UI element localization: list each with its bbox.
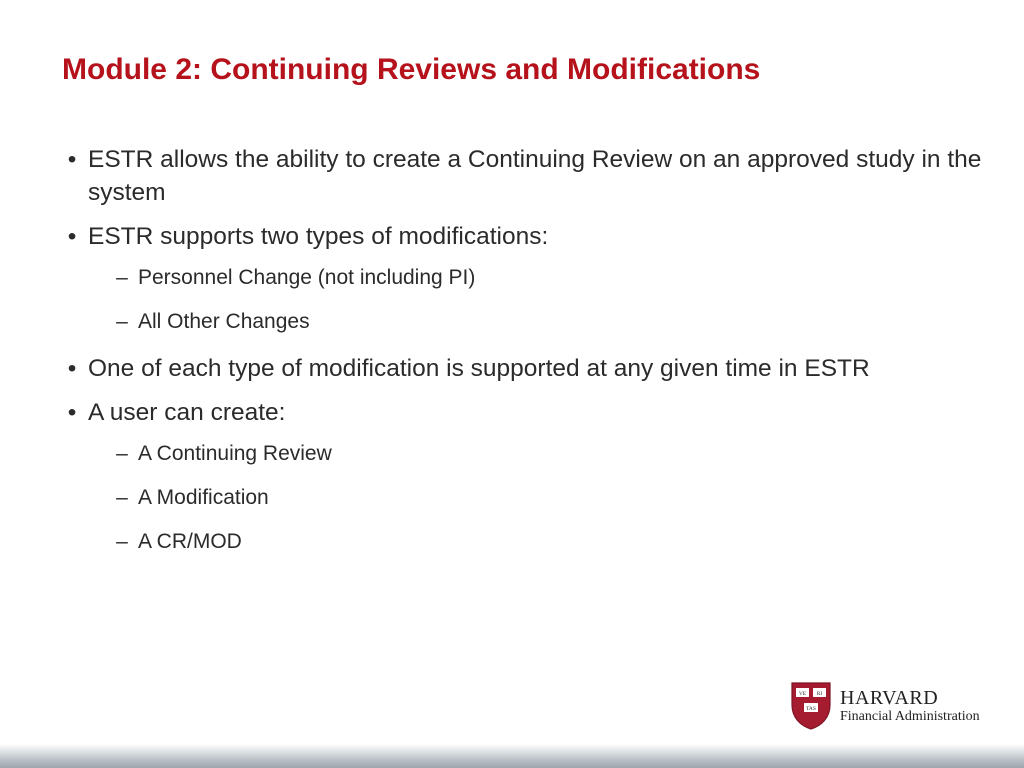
bullet-list [62, 143, 982, 572]
sub-bullet-marker: – [116, 530, 128, 553]
sub-bullet-item [62, 528, 982, 556]
shield-text-ve: VE [798, 691, 807, 697]
bullet-item [62, 396, 982, 429]
sub-bullet-text: A CR/MOD [138, 530, 242, 553]
bullet-item [62, 352, 982, 385]
bullet-text: ESTR supports two types of modifications: [88, 223, 549, 250]
bullet-item [62, 220, 982, 253]
logo-subtitle: Financial Administration [840, 709, 980, 724]
sub-bullet-text: A Continuing Review [138, 442, 332, 465]
shield-text-tas: TAS [806, 706, 816, 712]
sub-bullet-marker: – [116, 310, 128, 333]
harvard-logo [790, 680, 980, 732]
sub-bullet-item [62, 308, 982, 336]
bullet-text: ESTR allows the ability to create a Continuing Review on an approved study in the system [88, 146, 982, 206]
shield-text-ri: RI [816, 691, 823, 697]
sub-bullet-text: All Other Changes [138, 310, 310, 333]
logo-name: HARVARD [840, 687, 939, 709]
sub-bullet-item [62, 484, 982, 512]
sub-bullet-text: A Modification [138, 486, 269, 509]
footer-bar [0, 744, 1024, 768]
bullet-text: A user can create: [88, 399, 286, 426]
sub-bullet-marker: – [116, 486, 128, 509]
sub-bullet-text: Personnel Change (not including PI) [138, 266, 476, 289]
logo-text [840, 687, 980, 725]
bullet-marker: • [67, 399, 77, 426]
slide-title: Module 2: Continuing Reviews and Modifications [62, 53, 761, 86]
bullet-marker: • [67, 146, 77, 173]
bullet-marker: • [67, 355, 77, 382]
bullet-marker: • [67, 223, 77, 250]
sub-bullet-marker: – [116, 442, 128, 465]
bullet-item [62, 143, 982, 209]
bullet-text: One of each type of modification is supported at any given time in ESTR [88, 355, 870, 382]
sub-bullet-marker: – [116, 266, 128, 289]
sub-bullet-item [62, 264, 982, 292]
harvard-shield-icon [790, 681, 832, 731]
sub-bullet-item [62, 440, 982, 468]
